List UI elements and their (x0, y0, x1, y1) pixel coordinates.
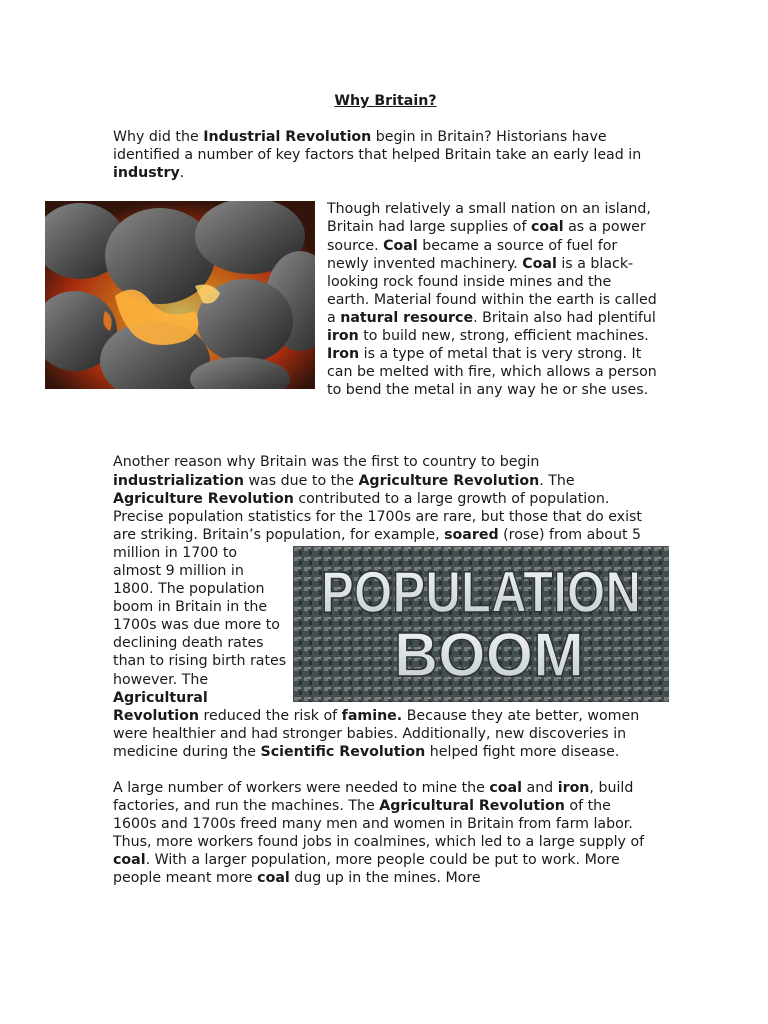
bold-term: soared (444, 526, 499, 543)
text-run: Though relatively a small nation on an island, Britain had large supplies of (327, 201, 651, 236)
bold-term: iron (557, 780, 590, 796)
text-run: reduced the risk of (199, 707, 342, 724)
population-paragraph (113, 453, 658, 761)
text-run: . The (539, 472, 575, 489)
coal-illustration (45, 201, 315, 389)
text-run: as a power source. (327, 219, 646, 254)
text-run: Why did the (113, 129, 204, 146)
text-run: begin in Britain? Historians have identified a number of key factors that helped Britain take an early lead in (113, 129, 642, 164)
text-run: helped fight more disease. (425, 743, 620, 760)
bold-term: coal (530, 219, 564, 236)
text-run: A large number of workers were needed to mine the (113, 780, 490, 796)
text-run: to build new, strong, efficient machines. (358, 328, 649, 345)
bold-term: Agriculture Revolution (358, 472, 540, 489)
population-boom-image (293, 546, 669, 702)
text-run: contributed to a large growth of population. Precise population statistics for the 1700s are rare, but those that do exist are striking. Britain’s population, for example, (113, 490, 642, 543)
bold-term: industry (113, 165, 180, 182)
intro-paragraph (113, 128, 658, 182)
bold-term: Industrial Revolution (203, 129, 372, 146)
text-run: . With a larger population, more people could be put to work. More people meant more (113, 852, 620, 887)
bold-term: industrialization (113, 472, 244, 489)
text-run: . (179, 165, 185, 182)
text-run: Because they ate better, women were healthier and had stronger babies. Additionally, new discoveries in medicine during the (113, 707, 640, 760)
boom-title-line1: POPULATION (321, 559, 641, 625)
text-run: (rose) from about 5 million in 1700 to almost 9 million in 1800. The population boom in Britain in the 1700s was due more to declining death rates than to rising birth rates however. The (113, 526, 642, 688)
text-run: is a type of metal that is very strong. It can be melted with fire, which allows a person to bend the metal in any way he or she uses. (327, 346, 657, 399)
text-run: is a black-looking rock found inside mines and the earth. Material found within the earth is called a (327, 255, 657, 326)
text-run: Another reason why Britain was the first to country to begin (113, 454, 540, 471)
bold-term: Agriculture Revolution (113, 490, 294, 507)
bold-term: Coal (522, 255, 557, 272)
population-boom-illustration (293, 546, 669, 702)
text-run: was due to the (243, 472, 359, 489)
text-run: became a source of fuel for newly invented machinery. (327, 237, 618, 272)
text-run: dug up in the mines. More (289, 870, 481, 887)
population-section (113, 453, 658, 761)
text-run: of the 1600s and 1700s freed many men and women in Britain from farm labor. Thus, more workers found jobs in coalmines, which led to a large supply of (113, 798, 645, 851)
text-run: , build factories, and run the machines. The (113, 780, 634, 815)
bold-term: Coal (383, 237, 418, 254)
bold-term: natural resource (340, 309, 474, 326)
coal-photo (45, 201, 315, 389)
bold-term: Scientific Revolution (260, 743, 426, 760)
bold-term: coal (113, 852, 146, 869)
coal-section (113, 200, 658, 399)
bold-term: iron (327, 328, 359, 345)
page-title: Why Britain? (334, 93, 437, 109)
text-run: . Britain also had plentiful (473, 309, 656, 326)
text-run: and (521, 780, 558, 796)
bold-term: coal (489, 780, 522, 796)
bold-term: coal (257, 870, 290, 887)
bold-term: Agricultural Revolution (113, 689, 208, 724)
bold-term: famine. (341, 707, 403, 724)
document-page (113, 92, 658, 888)
bold-term: Iron (327, 346, 360, 363)
bold-term: Agricultural Revolution (379, 798, 565, 815)
boom-title-line2: BOOM (394, 620, 584, 690)
workers-paragraph (113, 779, 658, 888)
